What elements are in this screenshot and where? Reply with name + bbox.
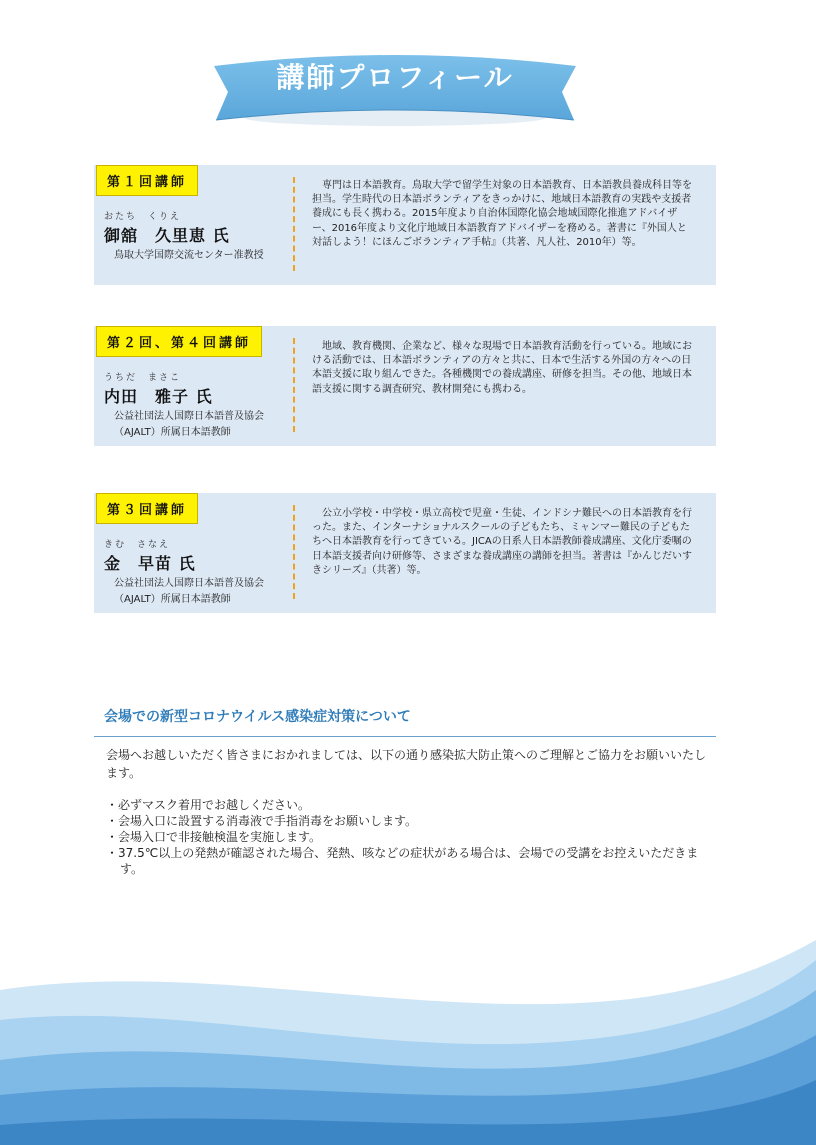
instructor-affiliation-line2: （AJALT）所属日本語教師 (114, 594, 231, 605)
name-ruby: きむ さなえ (104, 540, 171, 550)
title-banner (212, 48, 578, 128)
list-item: ・会場入口に設置する消毒液で手指消毒をお願いします。 (106, 814, 418, 828)
instructor-name: 御舘 久里恵 氏 (104, 226, 230, 245)
instructor-name: 金 早苗 氏 (104, 554, 196, 573)
list-item: ・必ずマスク着用でお越しください。 (106, 798, 311, 812)
session-tag: 第１回講師 (96, 165, 198, 196)
name-ruby: うちだ まさこ (104, 373, 182, 383)
instructor-info (104, 537, 284, 606)
session-tag: 第２回、第４回講師 (96, 326, 262, 357)
instructor-info (104, 370, 284, 439)
page-title: 講師プロフィール (276, 61, 514, 94)
covid-section-heading: 会場での新型コロナウイルス感染症対策について (104, 709, 411, 725)
instructor-bio: 公立小学校・中学校・県立高校で児童・生徒、インドシナ難民への日本語教育を行った。また、インターナショナルスクールの子どもたち、ミャンマー難民の子どもたちへ日本語教育を行ってきている。JICAの日系人日本語教師養成講座、文化庁委嘱の日本語支援者向け研修等、さまざまな養成講座の講師を担当。著書は『かんじだいすきシリーズ』（共著）等。 (312, 508, 692, 576)
instructor-name: 内田 雅子 氏 (104, 387, 213, 406)
name-ruby: おたち くりえ (104, 212, 182, 222)
list-item: ・37.5℃以上の発熱が確認された場合、発熱、咳などの症状がある場合は、会場での受講をお控えいただきます。 (106, 846, 699, 876)
instructor-affiliation-line1: 公益社団法人国際日本語普及協会 (114, 411, 264, 422)
instructor-affiliation-line2: （AJALT）所属日本語教師 (114, 427, 231, 438)
wave-decoration (0, 900, 816, 1145)
covid-intro: 会場へお越しいただく皆さまにおかれましては、以下の通り感染拡大防止策へのご理解とご協力をお願いいたします。 (106, 748, 707, 780)
instructor-affiliation: 鳥取大学国際交流センター准教授 (114, 250, 264, 261)
dashed-divider (293, 177, 295, 271)
dashed-divider (293, 338, 295, 432)
section-divider (94, 736, 716, 737)
instructor-affiliation-line1: 公益社団法人国際日本語普及協会 (114, 578, 264, 589)
instructor-card-3 (94, 493, 716, 613)
instructor-bio: 地域、教育機関、企業など、様々な現場で日本語教育活動を行っている。地域における活動では、日本語ボランティアの方々と共に、日本で生活する外国の方々への日本語支援に取り組んできた。各種機関での養成講座、研修を担当。その他、地域日本語支援に関する調査研究、教材開発にも携わる。 (312, 341, 692, 395)
dashed-divider (293, 505, 295, 599)
instructor-card-2 (94, 326, 716, 446)
session-tag: 第３回講師 (96, 493, 198, 524)
instructor-info (104, 209, 284, 262)
instructor-card-1 (94, 165, 716, 285)
instructor-bio: 専門は日本語教育。鳥取大学で留学生対象の日本語教育、日本語教員養成科目等を担当。学生時代の日本語ボランティアをきっかけに、地域日本語教育の実践や支援者養成にも長く携わる。2015年度より自治体国際化協会地域国際化推進アドバイザー、2016年度より文化庁地域日本語教育アドバイザーを務める。著書に『外国人と対話しよう！にほんごボランティア手帖』（共著、凡人社、2010年）等。 (312, 180, 692, 248)
covid-measures-list (106, 797, 706, 877)
list-item: ・会場入口で非接触検温を実施します。 (106, 830, 322, 844)
